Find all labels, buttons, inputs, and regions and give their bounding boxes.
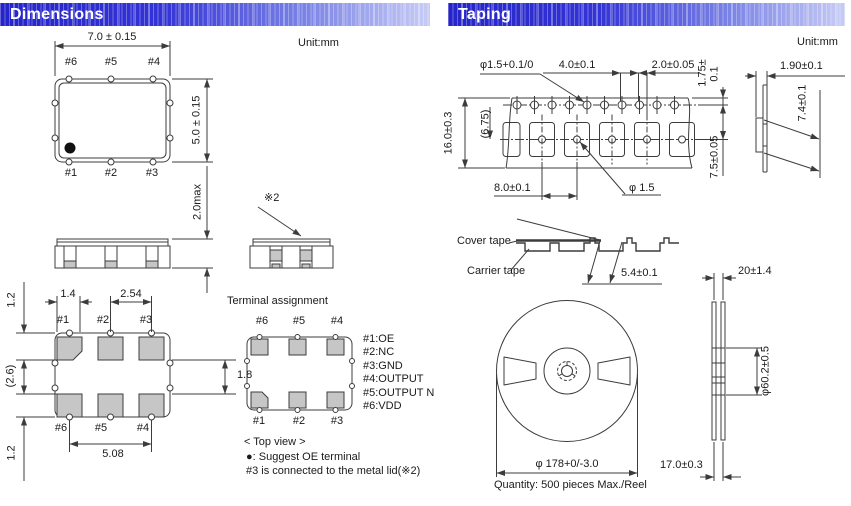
pin-label: #2 <box>292 415 306 427</box>
tape-dimension-lines <box>458 73 728 200</box>
pin-label: #3 <box>139 314 153 326</box>
lid-ref-label: ※2 <box>264 192 280 204</box>
pin-label: #1 <box>56 314 70 326</box>
dim-label: φ1.5+0.1/0 <box>480 59 534 71</box>
pin-label: #5 <box>104 56 118 68</box>
dim-label: φ60.2±0.5 <box>759 346 772 396</box>
dim-label: 1.2 <box>5 445 18 461</box>
reel-quantity-label: Quantity: 500 pieces Max./Reel <box>494 479 647 491</box>
pin-label: #4 <box>147 56 161 68</box>
reel-window-left <box>504 357 536 385</box>
pin-label: #4 <box>330 315 344 327</box>
tape-top-view <box>458 73 728 200</box>
pin1-dot-marker <box>65 143 76 154</box>
dim-thickness-label: 2.0max <box>191 183 204 221</box>
legend-item: #4:OUTPUT <box>363 373 424 386</box>
dim-label: 1.90±0.1 <box>780 60 823 72</box>
lid-note: #3 is connected to the metal lid(※2) <box>246 465 421 477</box>
dim-label: (6.75) <box>479 109 492 139</box>
pin-label: #5 <box>94 422 108 434</box>
package-top-view <box>52 76 173 165</box>
terminal-pads <box>251 339 344 408</box>
dim-label: 17.0±0.3 <box>660 459 703 471</box>
dim-label: (2.6) <box>4 364 17 388</box>
pin-label: #1 <box>64 167 78 179</box>
dim-label: 1.4 <box>60 288 76 300</box>
dim-label: 1.75± <box>696 59 709 87</box>
terminal-assignment-title: Terminal assignment <box>227 295 328 307</box>
dim-label: 1.8 <box>237 369 253 381</box>
pin-label: #6 <box>64 56 78 68</box>
dim-label: 20±1.4 <box>738 265 772 277</box>
taping-title: Taping <box>458 6 512 23</box>
unit-label-taping: Unit:mm <box>797 36 838 48</box>
top-view-caption: < Top view > <box>244 436 306 448</box>
dimensions-title: Dimensions <box>10 6 104 23</box>
dim-label: φ 1.5 <box>629 182 655 194</box>
pin-label: #4 <box>136 422 150 434</box>
terminal-legend <box>363 333 434 413</box>
legend-item: #2:NC <box>363 346 395 359</box>
oe-note: ●: Suggest OE terminal <box>246 451 361 463</box>
pin-label: #3 <box>145 167 159 179</box>
reel-front-view <box>497 301 638 478</box>
dim-label: φ 178+0/-3.0 <box>535 458 599 470</box>
dim-label: 2.54 <box>120 288 142 300</box>
dim-label: 5.08 <box>102 448 124 460</box>
dim-label: 4.0±0.1 <box>558 59 596 71</box>
dim-label: 8.0±0.1 <box>494 182 531 194</box>
legend-item: #6:VDD <box>363 400 402 413</box>
dim-width-label: 7.0 ± 0.15 <box>87 31 137 43</box>
dim-label: 1.2 <box>5 292 18 308</box>
unit-label-dimensions: Unit:mm <box>298 37 339 49</box>
land-pads <box>57 337 164 417</box>
dim-label: 16.0±0.3 <box>442 111 455 155</box>
end-view-terminals <box>270 246 312 268</box>
pin-label: #2 <box>104 167 118 179</box>
cover-tape-label: Cover tape <box>457 235 511 247</box>
dim-label: 7.4±0.1 <box>796 84 809 122</box>
pin-label: #5 <box>292 315 306 327</box>
pin-label: #6 <box>54 422 68 434</box>
pin-label: #1 <box>252 415 266 427</box>
pin-label: #2 <box>96 314 110 326</box>
dim-label: 5.4±0.1 <box>621 267 658 279</box>
dim-label: 2.0±0.05 <box>651 59 695 71</box>
land-pattern-dimension-lines <box>16 282 236 481</box>
reel-window-right <box>598 357 630 385</box>
lid-ref-leader <box>258 207 301 236</box>
tape-side-view <box>745 71 845 178</box>
pin-label: #6 <box>255 315 269 327</box>
legend-item: #5:OUTPUT N <box>363 386 435 399</box>
dim-label: 7.5±0.05 <box>708 135 721 179</box>
land-pattern-view <box>16 282 236 481</box>
dim-label: 0.1 <box>708 66 721 82</box>
carrier-tape-label: Carrier tape <box>467 265 526 277</box>
legend-item: #3:GND <box>363 359 403 372</box>
legend-item: #1:OE <box>363 333 395 345</box>
dim-height-label: 5.0 ± 0.15 <box>190 95 203 145</box>
side-view-terminals <box>64 246 158 268</box>
pin-label: #3 <box>330 415 344 427</box>
reel-side-view <box>700 273 762 481</box>
terminal-assignment-view <box>245 335 355 413</box>
